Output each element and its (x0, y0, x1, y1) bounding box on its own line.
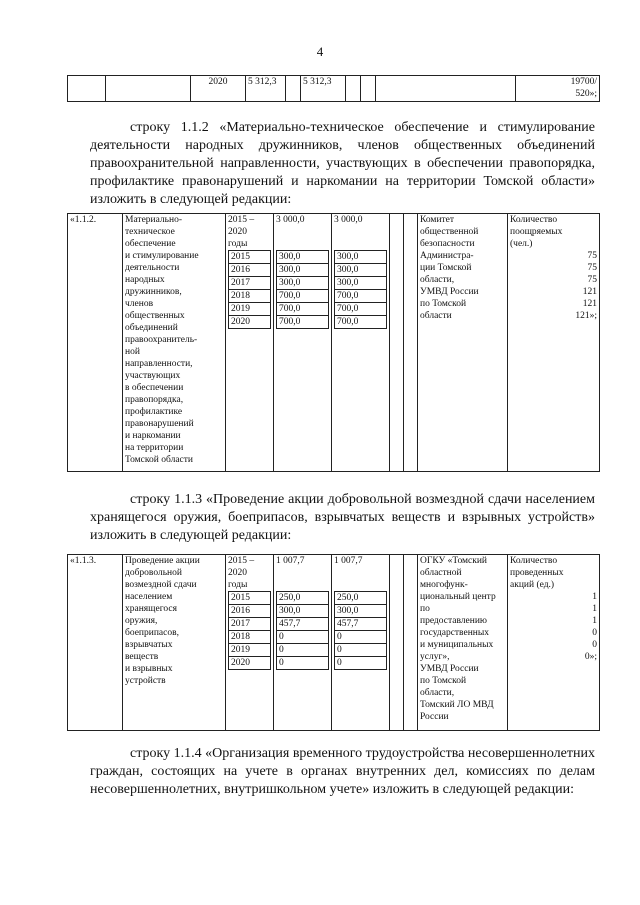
regional-value: 250,0 (335, 592, 387, 605)
top-year: 2020 (191, 76, 246, 102)
total-value: 300,0 (277, 277, 329, 290)
top-target: 19700/ 520»; (516, 76, 600, 102)
indicator-value: 1 (592, 604, 597, 614)
indicator-label: Количество проведенных акций (ед.) (510, 556, 564, 590)
empty-cell (404, 214, 418, 472)
year-value: 2019 (229, 644, 271, 657)
year-value: 2017 (229, 618, 271, 631)
paragraph-3: строку 1.1.4 «Организация временного трудоустройства несовершеннолетних граждан, состоящих на учете в органах внутренних дел, комиссиях по делам несовершеннолетних, внутришкольном учете» изложить в следующей редакции: (90, 746, 595, 797)
regional-value: 700,0 (335, 303, 387, 316)
row-number: «1.1.3. (68, 555, 123, 731)
executor: ОГКУ «Томский областной многофунк- циональный центр по предоставлению государственных и муниципальных услуг», УМВД России по Томской области, Томский ЛО МВД России (418, 555, 508, 731)
regional-value: 0 (335, 631, 387, 644)
top-table (67, 75, 600, 102)
total-value: 700,0 (277, 303, 329, 316)
regional-value: 0 (335, 644, 387, 657)
indicator-value: 75 (587, 251, 597, 261)
paragraph-2: строку 1.1.3 «Проведение акции добровольной возмездной сдачи населением хранящегося оружия, боеприпасов, взрывчатых веществ и взрывных устройств» изложить в следующей редакции: (90, 492, 595, 543)
indicator-value: 0»; (584, 652, 597, 662)
year-value: 2020 (229, 316, 271, 329)
measure-name: Проведение акции добровольной возмездной сдачи населением хранящегося оружия, боеприпасов, взрывчатых веществ и взрывных устройств (123, 555, 226, 731)
top-cell-empty (106, 76, 191, 102)
total-all: 1 007,7 (276, 556, 305, 566)
top-cell-empty (361, 76, 376, 102)
indicator-cell (508, 555, 600, 731)
regional-value: 700,0 (335, 316, 387, 329)
year-value: 2016 (229, 264, 271, 277)
total-value: 700,0 (277, 290, 329, 303)
total-value: 457,7 (277, 618, 329, 631)
indicator-value: 121 (582, 287, 597, 297)
total-list (276, 591, 329, 670)
years-cell (226, 555, 274, 731)
top-cell-empty (286, 76, 301, 102)
table-1-1-2 (67, 213, 600, 472)
indicator-label: Количество поощряемых (чел.) (510, 215, 563, 249)
year-value: 2018 (229, 631, 271, 644)
total-all: 3 000,0 (276, 215, 305, 225)
executor: Комитет общественной безопасности Администра- ции Томской области, УМВД России по Томской области (418, 214, 508, 472)
indicator-values (510, 591, 597, 663)
regional-value: 0 (335, 657, 387, 670)
top-regional: 5 312,3 (301, 76, 346, 102)
top-cell-empty (346, 76, 361, 102)
paragraph-1: строку 1.1.2 «Материально-техническое обеспечение и стимулирование деятельности народных дружинников, членов общественных объединений правоохранительной направленности, участвующих в обеспечении правопорядка, профилактике правонарушений и наркомании на территории Томской области» изложить в следующей редакции: (90, 120, 595, 207)
top-cell-empty (376, 76, 516, 102)
indicator-value: 1 (592, 616, 597, 626)
total-value: 0 (277, 657, 329, 670)
year-list (228, 591, 271, 670)
indicator-value: 1 (592, 592, 597, 602)
total-cell (274, 214, 332, 472)
regional-value: 457,7 (335, 618, 387, 631)
period-label: 2015 – 2020 годы (228, 556, 255, 590)
table-1-1-3 (67, 554, 600, 731)
year-value: 2015 (229, 251, 271, 264)
empty-cell (390, 555, 404, 731)
regional-all: 1 007,7 (334, 556, 363, 566)
year-value: 2019 (229, 303, 271, 316)
regional-value: 300,0 (335, 605, 387, 618)
regional-list (334, 591, 387, 670)
total-value: 0 (277, 631, 329, 644)
total-value: 300,0 (277, 605, 329, 618)
empty-cell (404, 555, 418, 731)
indicator-value: 0 (592, 640, 597, 650)
year-value: 2016 (229, 605, 271, 618)
top-cell-empty (68, 76, 106, 102)
measure-name: Материально- техническое обеспечение и стимулирование деятельности народных дружинников, членов общественных объединений правоохранитель- ной направленности, участвующих в обеспечении правопорядка, профилактике правонарушений и наркомании на территории Томской области (123, 214, 226, 472)
period-label: 2015 – 2020 годы (228, 215, 255, 249)
indicator-value: 121 (582, 299, 597, 309)
total-cell (274, 555, 332, 731)
total-value: 300,0 (277, 251, 329, 264)
indicator-cell (508, 214, 600, 472)
regional-value: 300,0 (335, 264, 387, 277)
regional-list (334, 250, 387, 329)
total-value: 700,0 (277, 316, 329, 329)
total-list (276, 250, 329, 329)
indicator-value: 75 (587, 275, 597, 285)
year-value: 2018 (229, 290, 271, 303)
indicator-value: 75 (587, 263, 597, 273)
total-value: 250,0 (277, 592, 329, 605)
year-list (228, 250, 271, 329)
indicator-value: 121»; (575, 311, 597, 321)
indicator-values (510, 250, 597, 322)
years-cell (226, 214, 274, 472)
indicator-value: 0 (592, 628, 597, 638)
regional-cell (332, 214, 390, 472)
regional-cell (332, 555, 390, 731)
year-value: 2015 (229, 592, 271, 605)
regional-all: 3 000,0 (334, 215, 363, 225)
regional-value: 700,0 (335, 290, 387, 303)
empty-cell (390, 214, 404, 472)
regional-value: 300,0 (335, 251, 387, 264)
page-number: 4 (316, 44, 324, 59)
total-value: 300,0 (277, 264, 329, 277)
row-number: «1.1.2. (68, 214, 123, 472)
regional-value: 300,0 (335, 277, 387, 290)
year-value: 2017 (229, 277, 271, 290)
year-value: 2020 (229, 657, 271, 670)
top-total: 5 312,3 (246, 76, 286, 102)
total-value: 0 (277, 644, 329, 657)
